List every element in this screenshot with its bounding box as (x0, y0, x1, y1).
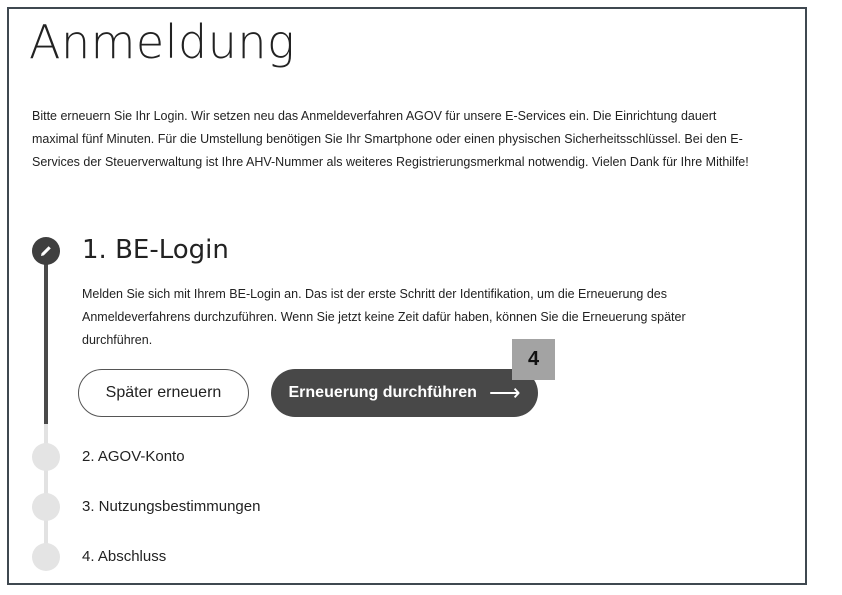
arrow-right-icon: ⟶ (488, 380, 521, 405)
later-renew-label: Später erneuern (105, 384, 222, 401)
step-1-description: Melden Sie sich mit Ihrem BE-Login an. Das ist der erste Schritt der Identifikation, um die Erneuerung des Anmeldeverfahrens durchzuführen. Wenn Sie jetzt keine Zeit dafür haben, können Sie die Erneuerung später durchführen. (82, 287, 686, 347)
step-4-indicator (32, 543, 60, 571)
step-2-label: 2. AGOV-Konto (82, 448, 185, 465)
step-2-indicator (32, 443, 60, 471)
login-panel (7, 7, 807, 585)
page-title: Anmeldung (29, 15, 296, 69)
progress-rail-complete (44, 253, 48, 425)
annotation-badge: 4 (512, 339, 555, 380)
step-3-label: 3. Nutzungsbestimmungen (82, 498, 261, 515)
later-renew-button[interactable] (78, 369, 249, 417)
proceed-renewal-label: Erneuerung durchführen (288, 384, 477, 401)
pencil-icon (39, 244, 53, 258)
proceed-renewal-button[interactable] (271, 369, 538, 417)
step-4-label: 4. Abschluss (82, 548, 167, 565)
intro-text: Bitte erneuern Sie Ihr Login. Wir setzen neu das Anmeldeverfahren AGOV für unsere E-Services ein. Die Einrichtung dauert maximal fünf Minuten. Für die Umstellung benötigen Sie Ihr Smartphone oder einen physischen Sicherheitsschlüssel. Bei den E-Services der Steuerverwaltung ist Ihre AHV-Nummer als weiteres Registrierungsmerkmal notwendig. Vielen Dank für Ihre Mithilfe! (32, 109, 749, 169)
step-1-title: 1. BE-Login (82, 235, 229, 265)
step-3-indicator (32, 493, 60, 521)
step-1-indicator (32, 237, 60, 265)
